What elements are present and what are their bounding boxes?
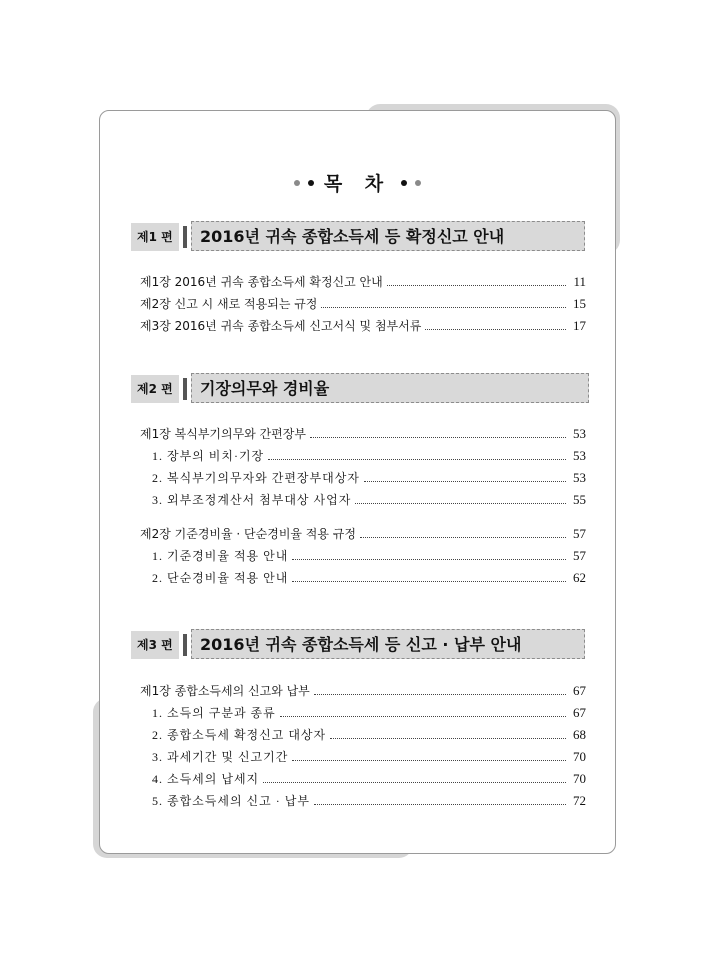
toc-subentry[interactable]: 1. 소득의 구분과 종류 67 — [152, 705, 586, 720]
bullet-dot-icon — [401, 180, 407, 186]
bullet-dot-icon — [308, 180, 314, 186]
toc-list-part-1 — [140, 271, 586, 337]
part-1-header — [131, 221, 585, 251]
title-text: 목 차 — [323, 173, 392, 195]
toc-list-part-3 — [140, 680, 586, 812]
toc-subentry[interactable]: 2. 복식부기의무자와 간편장부대상자 53 — [152, 470, 586, 485]
toc-entry[interactable]: 제1장 복식부기의무와 간편장부 53 — [140, 426, 586, 441]
toc-card — [99, 110, 616, 854]
part-heading: 2016년 귀속 종합소득세 등 확정신고 안내 — [191, 221, 585, 251]
toc-subentry[interactable]: 4. 소득세의 납세지 70 — [152, 771, 586, 786]
part-heading: 기장의무와 경비율 — [191, 373, 589, 403]
toc-subentry[interactable]: 2. 단순경비율 적용 안내 62 — [152, 570, 586, 585]
page-title — [100, 169, 615, 196]
toc-subentry[interactable]: 3. 외부조정계산서 첨부대상 사업자 55 — [152, 492, 586, 507]
part-badge: 제1 편 — [131, 223, 179, 251]
toc-entry[interactable]: 제1장 2016년 귀속 종합소득세 확정신고 안내 11 — [140, 274, 586, 289]
toc-subentry[interactable]: 5. 종합소득세의 신고 · 납부 72 — [152, 793, 586, 808]
toc-subentry[interactable]: 2. 종합소득세 확정신고 대상자 68 — [152, 727, 586, 742]
part-badge: 제2 편 — [131, 375, 179, 403]
part-badge: 제3 편 — [131, 631, 179, 659]
part-divider — [183, 226, 187, 248]
toc-subentry[interactable]: 3. 과세기간 및 신고기간 70 — [152, 749, 586, 764]
part-heading: 2016년 귀속 종합소득세 등 신고 · 납부 안내 — [191, 629, 585, 659]
part-divider — [183, 634, 187, 656]
bullet-dot-icon — [415, 180, 421, 186]
toc-list-part-2 — [140, 423, 586, 589]
toc-subentry[interactable]: 1. 장부의 비치·기장 53 — [152, 448, 586, 463]
part-2-header — [131, 373, 589, 403]
toc-entry[interactable]: 제1장 종합소득세의 신고와 납부 67 — [140, 683, 586, 698]
toc-entry[interactable]: 제2장 신고 시 새로 적용되는 규정 15 — [140, 296, 586, 311]
toc-subentry[interactable]: 1. 기준경비율 적용 안내 57 — [152, 548, 586, 563]
part-3-header — [131, 629, 585, 659]
toc-entry[interactable]: 제2장 기준경비율 · 단순경비율 적용 규정 57 — [140, 526, 586, 541]
bullet-dot-icon — [294, 180, 300, 186]
toc-entry[interactable]: 제3장 2016년 귀속 종합소득세 신고서식 및 첨부서류 17 — [140, 318, 586, 333]
part-divider — [183, 378, 187, 400]
